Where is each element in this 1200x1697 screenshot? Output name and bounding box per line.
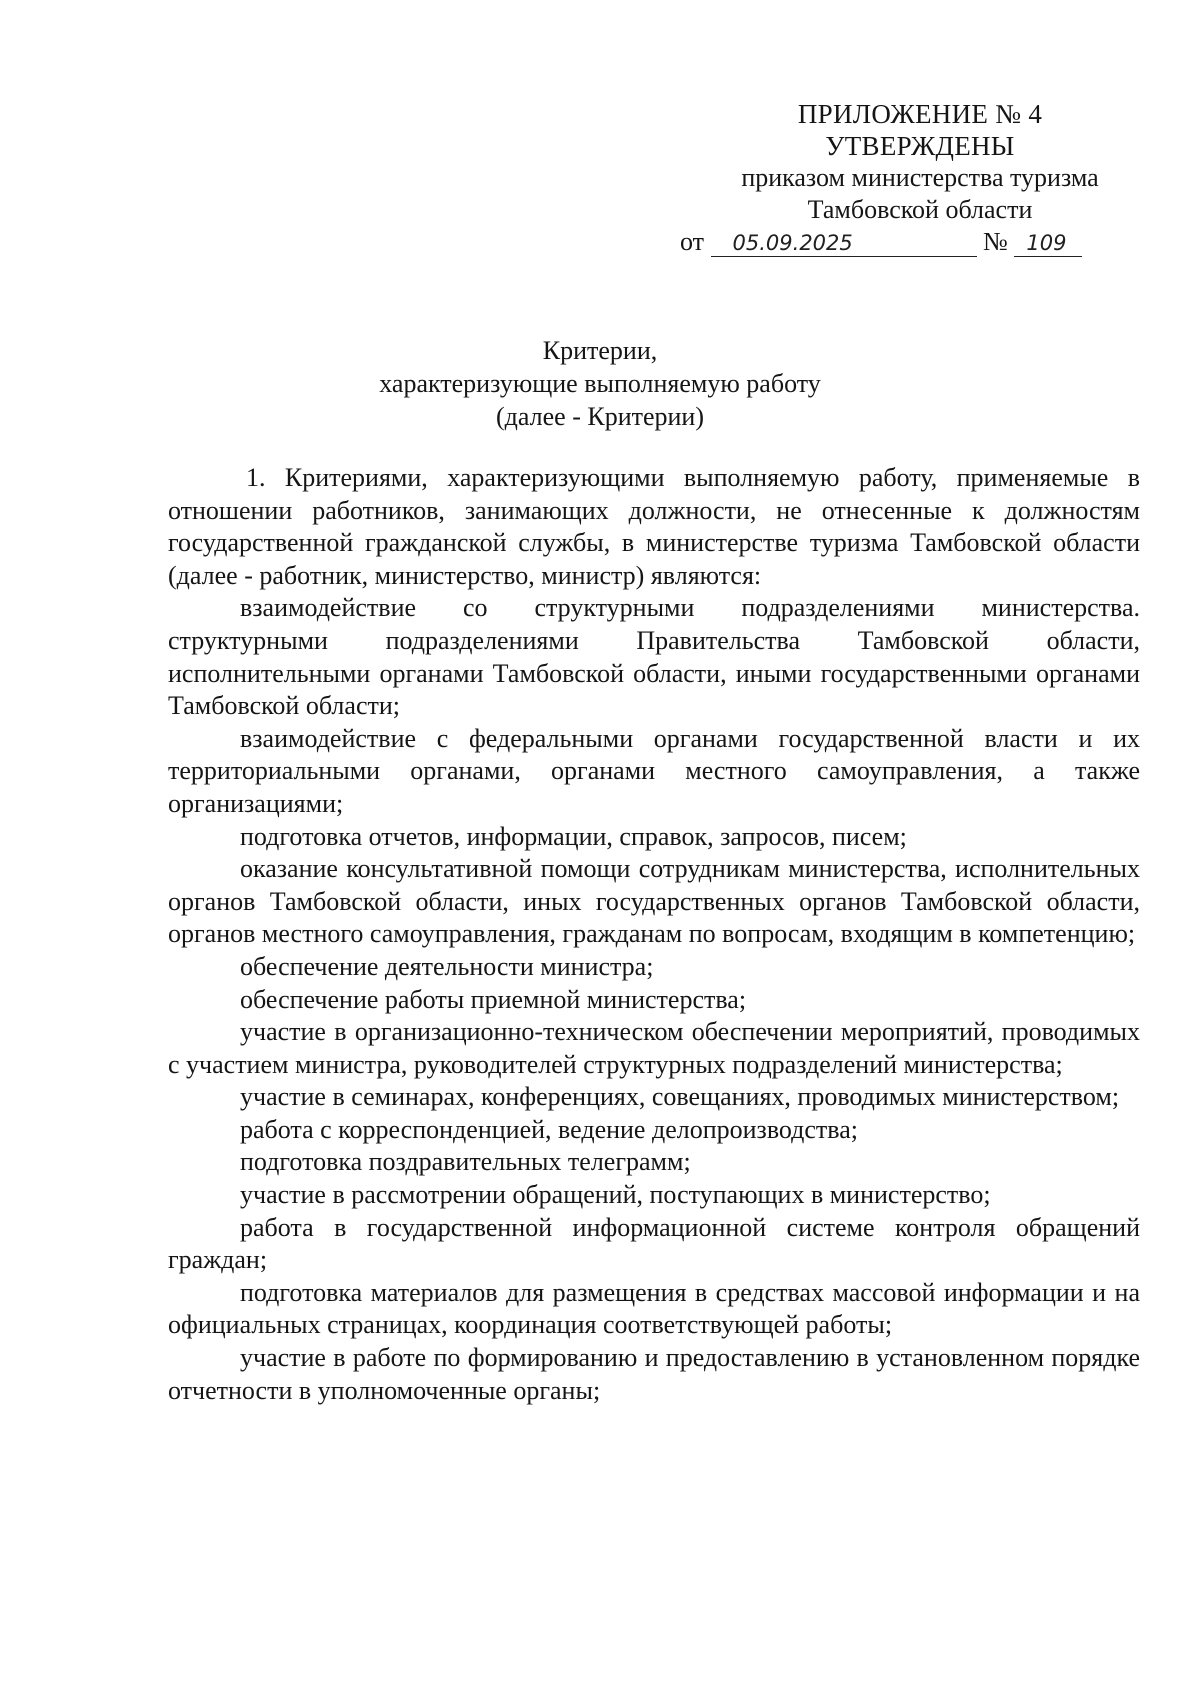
approval-stamp-block bbox=[680, 98, 1140, 258]
paragraph: участие в семинарах, конференциях, совещаниях, проводимых министерством; bbox=[240, 1082, 1120, 1112]
paragraph: работа с корреспонденцией, ведение делопроизводства; bbox=[240, 1114, 858, 1144]
order-line-2: Тамбовской области bbox=[807, 195, 1033, 224]
from-label: от bbox=[680, 227, 705, 256]
paragraph: оказание консультативной помощи сотрудникам министерства, исполнительных органов Тамбовской области, иных государственных органов Тамбовской области, органов местного самоуправления, гражданам по вопросам, входящим в компетенцию; bbox=[168, 854, 1140, 949]
order-date-number-line bbox=[680, 226, 1140, 258]
title-line-2: характеризующие выполняемую работу bbox=[379, 369, 821, 398]
paragraph: участие в работе по формированию и предоставлению в установленном порядке отчетности в уполномоченные органы; bbox=[168, 1343, 1140, 1405]
title-line-1: Критерии, bbox=[542, 336, 658, 365]
paragraph: 1. Критериями, характеризующими выполняемую работу, применяемые в отношении работников, занимающих должности, не отнесенные к должностям государственной гражданской службы, в министерстве туризма Тамбовской области (далее - работник, министерство, министр) являются: bbox=[168, 463, 1140, 590]
paragraph: участие в рассмотрении обращений, поступающих в министерство; bbox=[240, 1180, 991, 1210]
approved-heading: УТВЕРЖДЕНЫ bbox=[825, 131, 1015, 161]
number-label: № bbox=[983, 227, 1008, 256]
paragraph: обеспечение деятельности министра; bbox=[240, 951, 654, 981]
paragraph: подготовка поздравительных телеграмм; bbox=[240, 1147, 691, 1177]
document-title bbox=[0, 334, 1200, 433]
appendix-heading: ПРИЛОЖЕНИЕ № 4 bbox=[797, 99, 1043, 129]
handwritten-date: 05.09.2025 bbox=[711, 230, 977, 257]
paragraph: участие в организационно-техническом обеспечении мероприятий, проводимых с участием министра, руководителей структурных подразделений министерства; bbox=[168, 1017, 1140, 1079]
handwritten-number: 109 bbox=[1014, 230, 1082, 257]
paragraph: подготовка отчетов, информации, справок, запросов, писем; bbox=[240, 821, 907, 851]
document-body bbox=[168, 462, 1140, 1407]
title-line-3: (далее - Критерии) bbox=[495, 402, 704, 431]
paragraph: работа в государственной информационной системе контроля обращений граждан; bbox=[168, 1212, 1140, 1275]
paragraph: взаимодействие с федеральными органами государственной власти и их территориальными органами, органами местного самоуправления, а также организациями; bbox=[168, 723, 1140, 818]
order-line-1: приказом министерства туризма bbox=[741, 163, 1099, 192]
paragraph: подготовка материалов для размещения в средствах массовой информации и на официальных страницах, координация соответствующей работы; bbox=[168, 1277, 1140, 1340]
paragraph: взаимодействие со структурными подразделениями министерства. структурными подразделениями Правительства Тамбовской области, исполнительными органами Тамбовской области, иными государственными органами Тамбовской области; bbox=[168, 593, 1140, 721]
paragraph: обеспечение работы приемной министерства; bbox=[240, 984, 747, 1014]
